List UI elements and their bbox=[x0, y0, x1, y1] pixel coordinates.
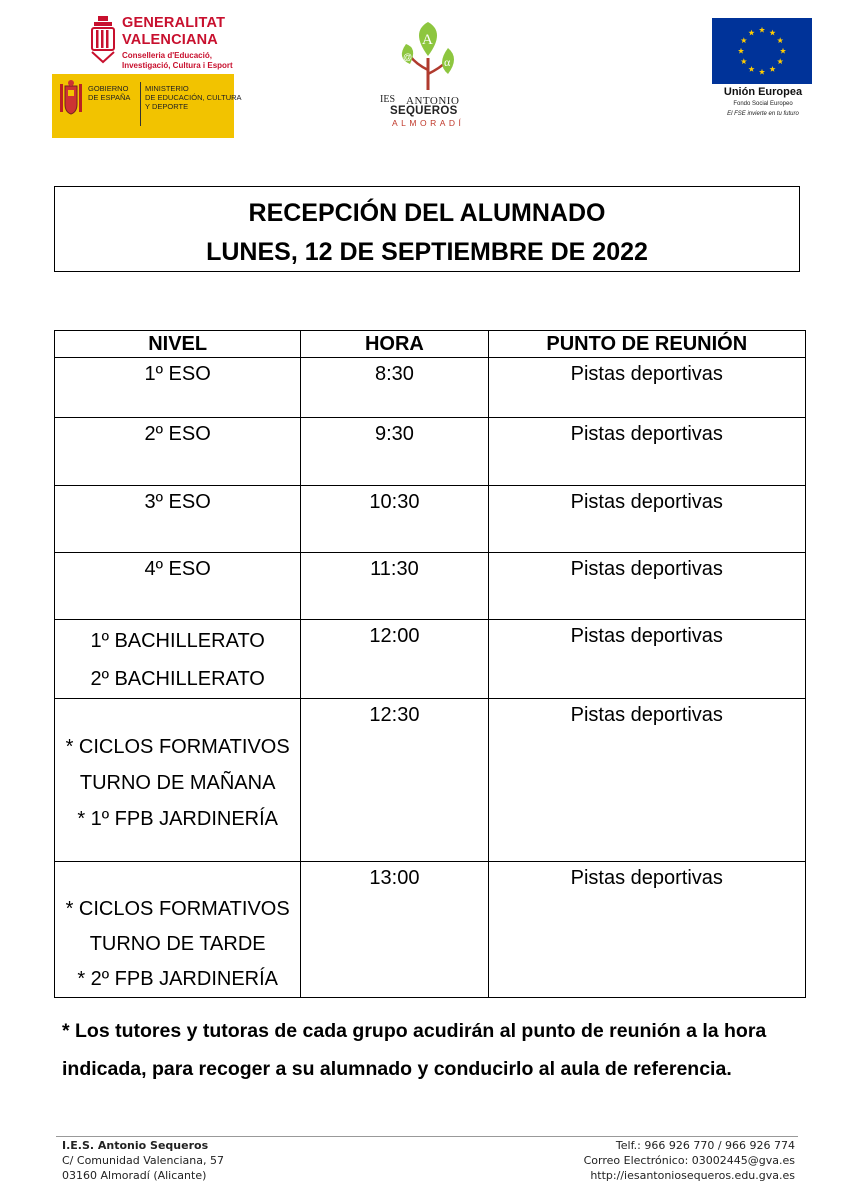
cell-hora: 12:00 bbox=[301, 620, 488, 699]
header-hora: HORA bbox=[301, 331, 488, 358]
cell-nivel: 3º ESO bbox=[55, 486, 301, 553]
table-row bbox=[55, 699, 806, 862]
gva-conselleria bbox=[122, 51, 233, 70]
title-box bbox=[54, 186, 800, 272]
gva-line1: GENERALITAT bbox=[122, 15, 226, 31]
cell-nivel bbox=[55, 620, 301, 699]
cell-punto: Pistas deportivas bbox=[488, 862, 805, 998]
eu-flag-icon bbox=[712, 18, 812, 84]
eu-name: Unión Europea bbox=[723, 86, 803, 98]
cell-punto: Pistas deportivas bbox=[488, 358, 805, 418]
ies-name-2: SEQUEROS bbox=[390, 105, 458, 117]
ministerio-line-c: Y DEPORTE bbox=[145, 102, 189, 111]
eu-logo bbox=[708, 18, 818, 122]
ies-logo bbox=[380, 18, 490, 130]
gobierno-text bbox=[88, 84, 130, 102]
cell-nivel bbox=[55, 862, 301, 998]
ministry-logo bbox=[52, 74, 242, 138]
footer-street: C/ Comunidad Valenciana, 57 bbox=[62, 1154, 224, 1167]
nivel-line: * 1º FPB JARDINERÍA bbox=[77, 808, 278, 830]
cell-punto: Pistas deportivas bbox=[488, 418, 805, 486]
header-punto: PUNTO DE REUNIÓN bbox=[488, 331, 805, 358]
generalitat-wordmark bbox=[88, 14, 242, 76]
gva-line2: VALENCIANA bbox=[122, 32, 218, 48]
page-date: LUNES, 12 DE SEPTIEMBRE DE 2022 bbox=[206, 238, 648, 266]
cell-punto: Pistas deportivas bbox=[488, 699, 805, 862]
cell-punto: Pistas deportivas bbox=[488, 620, 805, 699]
ies-town: ALMORADÍ bbox=[392, 118, 465, 128]
nivel-line: 1º BACHILLERATO bbox=[90, 630, 265, 652]
nivel-line: TURNO DE TARDE bbox=[89, 933, 266, 955]
footer-contact bbox=[584, 1138, 795, 1183]
table-row bbox=[55, 486, 806, 553]
table-row bbox=[55, 418, 806, 486]
table-header-row bbox=[55, 331, 806, 358]
nivel-line: * CICLOS FORMATIVOS bbox=[65, 898, 290, 920]
footer-school: I.E.S. Antonio Sequeros bbox=[62, 1139, 209, 1152]
footer-email: Correo Electrónico: 03002445@gva.es bbox=[583, 1154, 795, 1167]
footer-phone: Telf.: 966 926 770 / 966 926 774 bbox=[615, 1139, 795, 1152]
table-row bbox=[55, 620, 806, 699]
cell-nivel bbox=[55, 699, 301, 862]
gobierno-line-b: DE ESPAÑA bbox=[88, 93, 131, 102]
cell-hora: 8:30 bbox=[301, 358, 488, 418]
footnote: * Los tutores y tutoras de cada grupo acudirán al punto de reunión a la hora indicada, para recoger a su alumnado y conducirlo al aula de referencia. bbox=[62, 1020, 767, 1080]
generalitat-seal-icon bbox=[88, 16, 118, 64]
cell-hora: 11:30 bbox=[301, 553, 488, 620]
eu-motto: El FSE invierte en tu futuro bbox=[727, 111, 799, 117]
cell-hora: 10:30 bbox=[301, 486, 488, 553]
table-row bbox=[55, 358, 806, 418]
cell-hora: 9:30 bbox=[301, 418, 488, 486]
cell-nivel: 4º ESO bbox=[55, 553, 301, 620]
page-title: RECEPCIÓN DEL ALUMNADO bbox=[248, 199, 606, 227]
ies-prefix: IES bbox=[380, 94, 395, 105]
ministry-divider bbox=[140, 82, 141, 126]
table-row bbox=[55, 862, 806, 998]
cell-nivel: 1º ESO bbox=[55, 358, 301, 418]
tree-logo-icon bbox=[388, 18, 468, 92]
cell-punto: Pistas deportivas bbox=[488, 486, 805, 553]
ministerio-text bbox=[145, 84, 242, 111]
footer-address bbox=[62, 1138, 224, 1183]
footer-web[interactable]: http://iesantoniosequeros.edu.gva.es bbox=[590, 1169, 795, 1182]
table-row bbox=[55, 553, 806, 620]
svg-text:A: A bbox=[422, 32, 433, 48]
nivel-line: 2º BACHILLERATO bbox=[90, 668, 265, 690]
cell-hora: 13:00 bbox=[301, 862, 488, 998]
ministerio-line-a: MINISTERIO bbox=[145, 84, 189, 93]
schedule-table bbox=[54, 330, 806, 998]
gobierno-line-a: GOBIERNO bbox=[88, 84, 129, 93]
cell-nivel: 2º ESO bbox=[55, 418, 301, 486]
gva-line3a: Conselleria d'Educació, bbox=[122, 51, 212, 60]
generalitat-logo bbox=[52, 14, 242, 126]
nivel-line: TURNO DE MAÑANA bbox=[79, 772, 276, 794]
svg-text:@: @ bbox=[403, 52, 413, 62]
footer-city: 03160 Almoradí (Alicante) bbox=[62, 1169, 207, 1182]
cell-hora: 12:30 bbox=[301, 699, 488, 862]
footer-divider bbox=[56, 1136, 798, 1137]
ies-name-1: ANTONIO bbox=[406, 95, 460, 107]
ministerio-line-b: DE EDUCACIÓN, CULTURA bbox=[145, 93, 242, 102]
nivel-line: * CICLOS FORMATIVOS bbox=[65, 736, 290, 758]
cell-punto: Pistas deportivas bbox=[488, 553, 805, 620]
gva-line3b: Investigació, Cultura i Esport bbox=[122, 60, 233, 70]
nivel-line: * 2º FPB JARDINERÍA bbox=[77, 968, 278, 990]
spain-coat-of-arms-icon bbox=[58, 80, 84, 120]
eu-fund: Fondo Social Europeo bbox=[733, 101, 793, 107]
header-nivel: NIVEL bbox=[55, 331, 301, 358]
svg-text:α: α bbox=[444, 55, 451, 69]
